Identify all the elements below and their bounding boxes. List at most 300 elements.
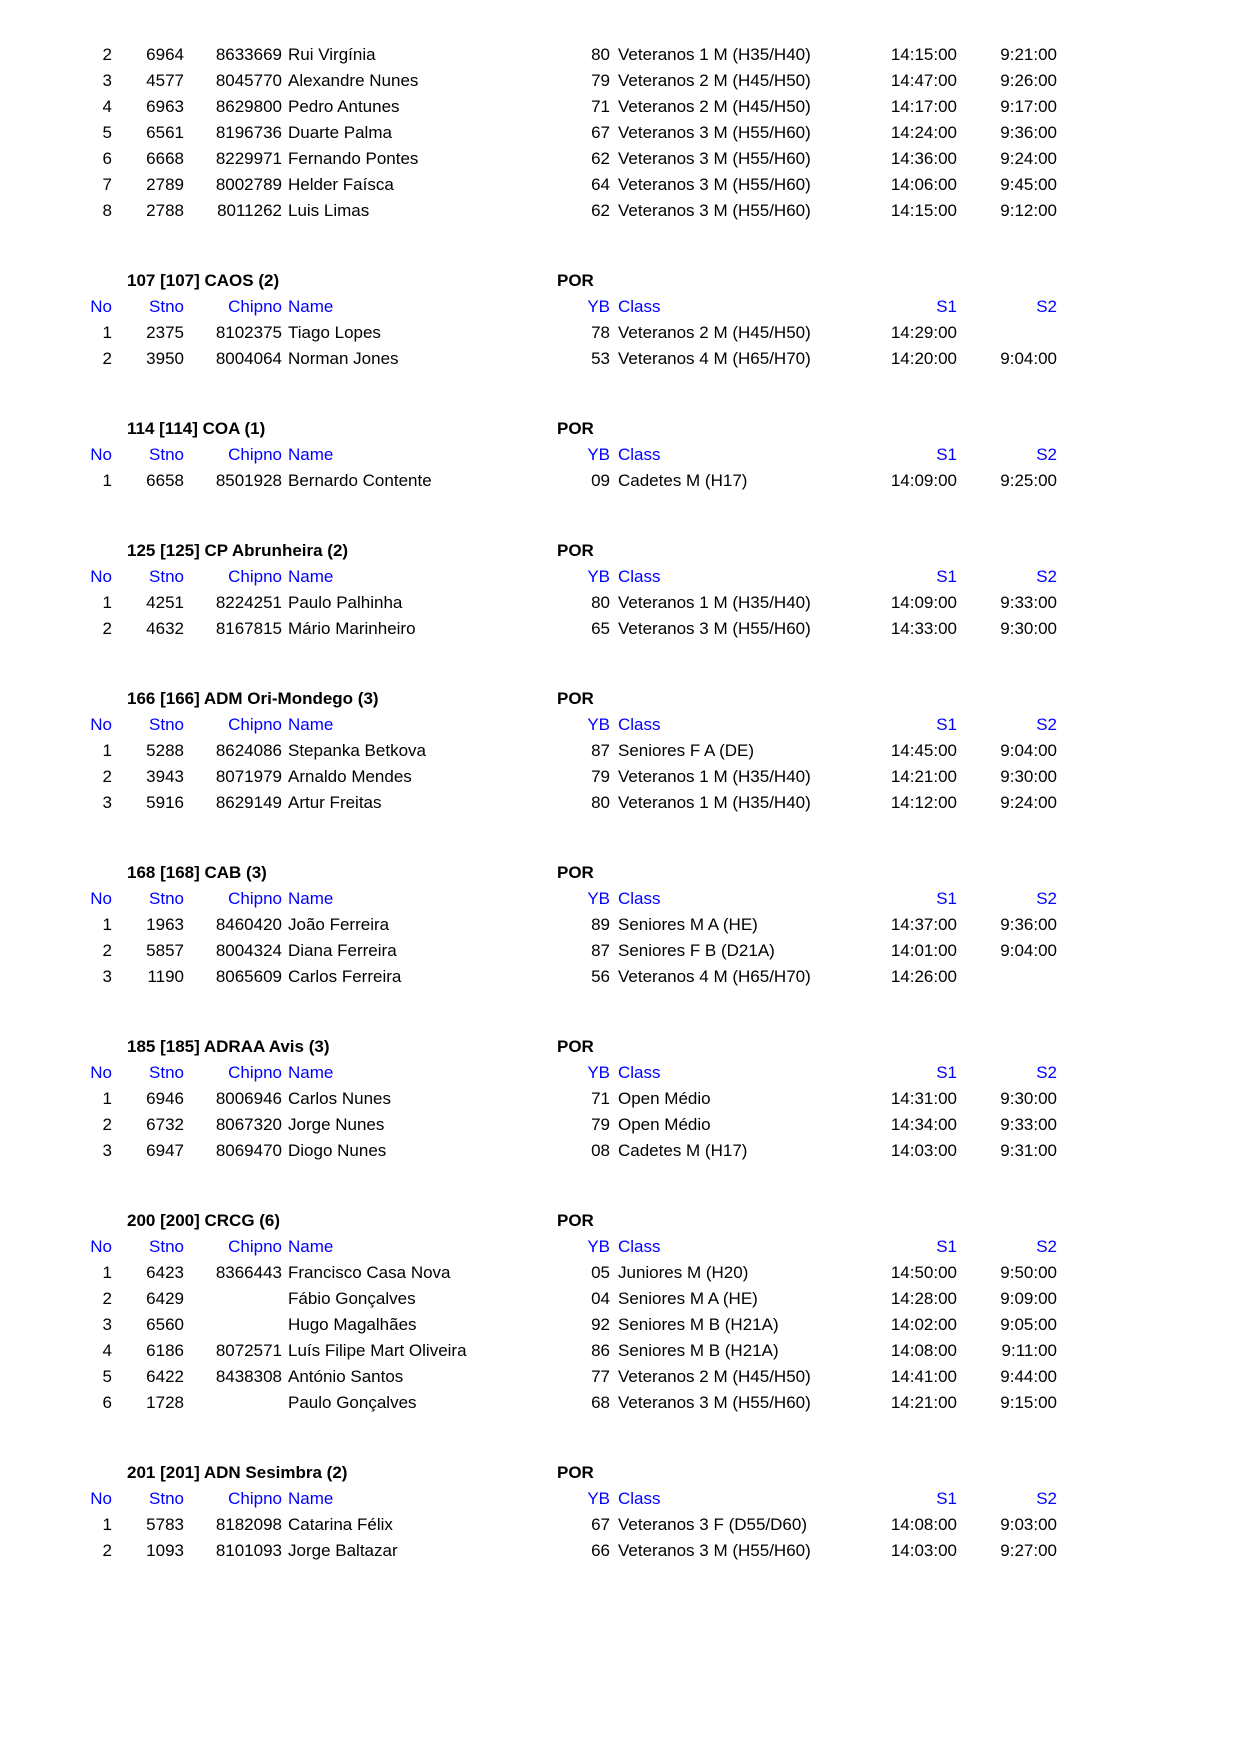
yb-cell: 56	[591, 967, 610, 986]
entrant-row	[82, 1364, 1240, 1390]
class-cell: Veteranos 3 M (H55/H60)	[618, 1393, 811, 1412]
col-header-no: No	[90, 1237, 112, 1256]
chipno-cell: 8167815	[215, 619, 282, 638]
yb-cell: 04	[591, 1289, 610, 1308]
stno-cell: 2789	[146, 175, 184, 194]
name-cell: Jorge Baltazar	[288, 1541, 398, 1560]
col-header-s2: S2	[1036, 1063, 1057, 1082]
entrant-rows	[0, 468, 1240, 494]
col-header-s1: S1	[936, 715, 957, 734]
s1-cell: 14:01:00	[890, 941, 957, 960]
yb-cell: 86	[591, 1341, 610, 1360]
name-cell: Paulo Gonçalves	[288, 1393, 417, 1412]
club-section	[0, 416, 1240, 494]
class-cell: Juniores M (H20)	[618, 1263, 749, 1282]
entrant-row	[82, 468, 1240, 494]
entrant-rows	[0, 590, 1240, 642]
col-header-stno: Stno	[149, 445, 184, 464]
name-cell: Luís Filipe Mart Oliveira	[288, 1341, 467, 1360]
entrant-row	[82, 94, 1240, 120]
s1-cell: 14:47:00	[890, 71, 957, 90]
name-cell: Rui Virgínia	[288, 45, 376, 64]
s1-cell: 14:28:00	[890, 1289, 957, 1308]
s2-cell: 9:36:00	[1000, 915, 1057, 934]
name-cell: Tiago Lopes	[288, 323, 381, 342]
entrant-row	[82, 1138, 1240, 1164]
s1-cell: 14:03:00	[890, 1141, 957, 1160]
club-section	[0, 538, 1240, 642]
s1-cell: 14:50:00	[890, 1263, 957, 1282]
s2-cell: 9:30:00	[1000, 767, 1057, 786]
stno-cell: 6964	[146, 45, 184, 64]
no-cell: 2	[102, 1541, 112, 1560]
entrant-row	[82, 146, 1240, 172]
club-country: POR	[557, 1037, 594, 1056]
s2-cell: 9:15:00	[1000, 1393, 1057, 1412]
name-cell: João Ferreira	[288, 915, 390, 934]
stno-cell: 3950	[146, 349, 184, 368]
col-header-s2: S2	[1036, 1489, 1057, 1508]
chipno-cell	[184, 1390, 282, 1416]
class-cell: Seniores M A (HE)	[618, 1289, 758, 1308]
s1-cell: 14:20:00	[890, 349, 957, 368]
class-cell: Seniores F B (D21A)	[618, 941, 775, 960]
no-cell: 1	[102, 323, 112, 342]
col-header-s2: S2	[1036, 567, 1057, 586]
yb-cell: 89	[591, 915, 610, 934]
col-header-name: Name	[288, 297, 334, 316]
stno-cell: 6732	[146, 1115, 184, 1134]
club-section	[0, 1034, 1240, 1164]
s1-cell: 14:03:00	[890, 1541, 957, 1560]
no-cell: 1	[102, 471, 112, 490]
s1-cell: 14:33:00	[890, 619, 957, 638]
no-cell: 5	[102, 123, 112, 142]
stno-cell: 4577	[146, 71, 184, 90]
no-cell: 3	[102, 967, 112, 986]
col-header-chipno: Chipno	[228, 1063, 282, 1082]
col-header-yb: YB	[587, 1063, 610, 1082]
col-header-s2: S2	[1036, 297, 1057, 316]
col-header-class: Class	[618, 715, 661, 734]
col-header-yb: YB	[587, 297, 610, 316]
class-cell: Veteranos 1 M (H35/H40)	[618, 767, 811, 786]
club-country: POR	[557, 541, 594, 560]
class-cell: Veteranos 2 M (H45/H50)	[618, 1367, 811, 1386]
no-cell: 7	[102, 175, 112, 194]
club-sections-container	[0, 42, 1240, 1564]
s2-cell: 9:45:00	[1000, 175, 1057, 194]
s2-cell: 9:24:00	[1000, 793, 1057, 812]
col-header-s2: S2	[1036, 445, 1057, 464]
col-header-s1: S1	[936, 1063, 957, 1082]
s2-cell: 9:12:00	[1000, 201, 1057, 220]
name-cell: Norman Jones	[288, 349, 399, 368]
club-header	[82, 1208, 1240, 1234]
yb-cell: 66	[591, 1541, 610, 1560]
col-header-no: No	[90, 445, 112, 464]
name-cell: Jorge Nunes	[288, 1115, 385, 1134]
s1-cell: 14:09:00	[890, 471, 957, 490]
club-section	[0, 1208, 1240, 1416]
entrant-row	[82, 346, 1240, 372]
name-cell: Diana Ferreira	[288, 941, 397, 960]
s1-cell: 14:21:00	[890, 767, 957, 786]
entrant-row	[82, 938, 1240, 964]
col-header-yb: YB	[587, 1489, 610, 1508]
yb-cell: 80	[591, 593, 610, 612]
chipno-cell: 8438308	[215, 1367, 282, 1386]
stno-cell: 2788	[146, 201, 184, 220]
club-title: 185 [185] ADRAA Avis (3)	[127, 1037, 330, 1056]
class-cell: Cadetes M (H17)	[618, 471, 748, 490]
col-header-no: No	[90, 297, 112, 316]
col-header-name: Name	[288, 1063, 334, 1082]
s2-cell: 9:33:00	[1000, 593, 1057, 612]
col-header-s1: S1	[936, 1489, 957, 1508]
chipno-cell: 8629800	[215, 97, 282, 116]
chipno-cell: 8065609	[215, 967, 282, 986]
s1-cell: 14:17:00	[890, 97, 957, 116]
chipno-cell: 8006946	[215, 1089, 282, 1108]
no-cell: 3	[102, 71, 112, 90]
col-header-chipno: Chipno	[228, 445, 282, 464]
no-cell: 1	[102, 1089, 112, 1108]
col-header-stno: Stno	[149, 1063, 184, 1082]
s2-cell: 9:31:00	[1000, 1141, 1057, 1160]
col-header-no: No	[90, 889, 112, 908]
club-title: 114 [114] COA (1)	[127, 419, 266, 438]
s1-cell: 14:36:00	[890, 149, 957, 168]
stno-cell: 1728	[146, 1393, 184, 1412]
col-header-class: Class	[618, 1489, 661, 1508]
col-header-s1: S1	[936, 1237, 957, 1256]
name-cell: Paulo Palhinha	[288, 593, 403, 612]
yb-cell: 80	[591, 793, 610, 812]
yb-cell: 79	[591, 767, 610, 786]
chipno-cell: 8004064	[215, 349, 282, 368]
chipno-cell: 8102375	[215, 323, 282, 342]
entrant-row	[82, 68, 1240, 94]
name-cell: Mário Marinheiro	[288, 619, 416, 638]
club-section	[0, 1460, 1240, 1564]
no-cell: 1	[102, 915, 112, 934]
s1-cell: 14:06:00	[890, 175, 957, 194]
col-header-class: Class	[618, 445, 661, 464]
s1-cell: 14:31:00	[890, 1089, 957, 1108]
s2-cell: 9:17:00	[1000, 97, 1057, 116]
no-cell: 2	[102, 1289, 112, 1308]
club-country: POR	[557, 1211, 594, 1230]
club-header	[82, 1460, 1240, 1486]
col-header-name: Name	[288, 1237, 334, 1256]
stno-cell: 1190	[147, 967, 184, 986]
class-cell: Cadetes M (H17)	[618, 1141, 748, 1160]
entrant-row	[82, 616, 1240, 642]
no-cell: 3	[102, 1315, 112, 1334]
s2-cell: 9:24:00	[1000, 149, 1057, 168]
s2-cell	[957, 964, 1057, 990]
stno-cell: 6422	[146, 1367, 184, 1386]
chipno-cell: 8011262	[217, 201, 282, 220]
entrant-rows	[0, 1260, 1240, 1416]
no-cell: 2	[102, 349, 112, 368]
name-cell: Carlos Ferreira	[288, 967, 402, 986]
no-cell: 2	[102, 767, 112, 786]
stno-cell: 1093	[146, 1541, 184, 1560]
s1-cell: 14:29:00	[890, 323, 957, 342]
chipno-cell: 8196736	[215, 123, 282, 142]
no-cell: 2	[102, 45, 112, 64]
yb-cell: 62	[591, 201, 610, 220]
class-cell: Veteranos 1 M (H35/H40)	[618, 793, 811, 812]
entrant-row	[82, 1312, 1240, 1338]
class-cell: Open Médio	[618, 1115, 711, 1134]
column-header-row	[82, 712, 1240, 738]
no-cell: 2	[102, 941, 112, 960]
entrant-row	[82, 764, 1240, 790]
club-section	[0, 268, 1240, 372]
entrant-row	[82, 1538, 1240, 1564]
col-header-stno: Stno	[149, 715, 184, 734]
col-header-name: Name	[288, 567, 334, 586]
club-country: POR	[557, 271, 594, 290]
class-cell: Open Médio	[618, 1089, 711, 1108]
name-cell: Bernardo Contente	[288, 471, 432, 490]
entrant-row	[82, 1390, 1240, 1416]
chipno-cell: 8460420	[215, 915, 282, 934]
col-header-s1: S1	[936, 567, 957, 586]
chipno-cell: 8072571	[215, 1341, 282, 1360]
yb-cell: 79	[591, 1115, 610, 1134]
col-header-s2: S2	[1036, 889, 1057, 908]
yb-cell: 87	[591, 941, 610, 960]
chipno-cell	[184, 1312, 282, 1338]
yb-cell: 67	[591, 123, 610, 142]
chipno-cell: 8229971	[215, 149, 282, 168]
column-header-row	[82, 886, 1240, 912]
yb-cell: 05	[591, 1263, 610, 1282]
stno-cell: 4632	[146, 619, 184, 638]
col-header-chipno: Chipno	[228, 715, 282, 734]
s2-cell: 9:26:00	[1000, 71, 1057, 90]
name-cell: António Santos	[288, 1367, 404, 1386]
entrant-row	[82, 1338, 1240, 1364]
col-header-chipno: Chipno	[228, 889, 282, 908]
col-header-s1: S1	[936, 297, 957, 316]
no-cell: 3	[102, 793, 112, 812]
s2-cell: 9:04:00	[1000, 941, 1057, 960]
stno-cell: 5288	[146, 741, 184, 760]
class-cell: Veteranos 2 M (H45/H50)	[618, 97, 811, 116]
stno-cell: 4251	[146, 593, 184, 612]
name-cell: Stepanka Betkova	[288, 741, 426, 760]
club-header	[82, 686, 1240, 712]
col-header-stno: Stno	[149, 889, 184, 908]
no-cell: 1	[102, 1263, 112, 1282]
s1-cell: 14:15:00	[890, 45, 957, 64]
chipno-cell: 8069470	[215, 1141, 282, 1160]
s2-cell: 9:09:00	[1000, 1289, 1057, 1308]
column-header-row	[82, 442, 1240, 468]
column-header-row	[82, 294, 1240, 320]
name-cell: Helder Faísca	[288, 175, 394, 194]
entrant-rows	[0, 1512, 1240, 1564]
yb-cell: 71	[591, 1089, 610, 1108]
club-country: POR	[557, 689, 594, 708]
yb-cell: 09	[591, 471, 610, 490]
s1-cell: 14:08:00	[890, 1341, 957, 1360]
chipno-cell: 8624086	[215, 741, 282, 760]
stno-cell: 6561	[146, 123, 184, 142]
no-cell: 1	[102, 593, 112, 612]
stno-cell: 6423	[146, 1263, 184, 1282]
s2-cell: 9:04:00	[1000, 741, 1057, 760]
s1-cell: 14:37:00	[890, 915, 957, 934]
yb-cell: 92	[591, 1315, 610, 1334]
club-title: 107 [107] CAOS (2)	[127, 271, 280, 290]
name-cell: Duarte Palma	[288, 123, 392, 142]
chipno-cell: 8366443	[215, 1263, 282, 1282]
no-cell: 6	[102, 1393, 112, 1412]
class-cell: Veteranos 1 M (H35/H40)	[618, 593, 811, 612]
name-cell: Artur Freitas	[288, 793, 382, 812]
no-cell: 2	[102, 1115, 112, 1134]
stno-cell: 6186	[146, 1341, 184, 1360]
no-cell: 6	[102, 149, 112, 168]
name-cell: Diogo Nunes	[288, 1141, 387, 1160]
name-cell: Alexandre Nunes	[288, 71, 419, 90]
col-header-chipno: Chipno	[228, 567, 282, 586]
col-header-yb: YB	[587, 445, 610, 464]
column-header-row	[82, 1060, 1240, 1086]
stno-cell: 6668	[146, 149, 184, 168]
s2-cell	[957, 320, 1057, 346]
class-cell: Veteranos 3 M (H55/H60)	[618, 149, 811, 168]
yb-cell: 68	[591, 1393, 610, 1412]
class-cell: Veteranos 3 M (H55/H60)	[618, 1541, 811, 1560]
club-header	[82, 860, 1240, 886]
chipno-cell: 8004324	[215, 941, 282, 960]
col-header-no: No	[90, 1489, 112, 1508]
stno-cell: 6963	[146, 97, 184, 116]
club-header	[82, 268, 1240, 294]
name-cell: Hugo Magalhães	[288, 1315, 417, 1334]
yb-cell: 79	[591, 71, 610, 90]
club-section	[0, 860, 1240, 990]
stno-cell: 1963	[146, 915, 184, 934]
entrant-row	[82, 42, 1240, 68]
class-cell: Veteranos 3 F (D55/D60)	[618, 1515, 807, 1534]
name-cell: Fernando Pontes	[288, 149, 419, 168]
class-cell: Seniores M A (HE)	[618, 915, 758, 934]
col-header-class: Class	[618, 1063, 661, 1082]
s1-cell: 14:21:00	[890, 1393, 957, 1412]
name-cell: Catarina Félix	[288, 1515, 393, 1534]
class-cell: Veteranos 3 M (H55/H60)	[618, 201, 811, 220]
class-cell: Veteranos 2 M (H45/H50)	[618, 71, 811, 90]
stno-cell: 6947	[146, 1141, 184, 1160]
s1-cell: 14:12:00	[890, 793, 957, 812]
chipno-cell: 8045770	[215, 71, 282, 90]
entrant-row	[82, 120, 1240, 146]
s2-cell: 9:33:00	[1000, 1115, 1057, 1134]
club-title: 200 [200] CRCG (6)	[127, 1211, 281, 1230]
club-title: 125 [125] CP Abrunheira (2)	[127, 541, 349, 560]
s2-cell: 9:04:00	[1000, 349, 1057, 368]
col-header-chipno: Chipno	[228, 1489, 282, 1508]
entrant-row	[82, 1286, 1240, 1312]
name-cell: Arnaldo Mendes	[288, 767, 412, 786]
col-header-s2: S2	[1036, 715, 1057, 734]
stno-cell: 6560	[146, 1315, 184, 1334]
column-header-row	[82, 564, 1240, 590]
col-header-yb: YB	[587, 567, 610, 586]
entrant-rows	[0, 42, 1240, 224]
class-cell: Veteranos 3 M (H55/H60)	[618, 619, 811, 638]
yb-cell: 65	[591, 619, 610, 638]
stno-cell: 5857	[146, 941, 184, 960]
entrant-rows	[0, 912, 1240, 990]
club-country: POR	[557, 1463, 594, 1482]
col-header-stno: Stno	[149, 297, 184, 316]
s2-cell: 9:30:00	[1000, 619, 1057, 638]
class-cell: Seniores F A (DE)	[618, 741, 755, 760]
club-header	[82, 538, 1240, 564]
stno-cell: 3943	[146, 767, 184, 786]
s2-cell: 9:27:00	[1000, 1541, 1057, 1560]
s2-cell: 9:30:00	[1000, 1089, 1057, 1108]
col-header-yb: YB	[587, 889, 610, 908]
class-cell: Veteranos 4 M (H65/H70)	[618, 967, 811, 986]
col-header-s1: S1	[936, 889, 957, 908]
entrant-row	[82, 590, 1240, 616]
chipno-cell: 8002789	[215, 175, 282, 194]
stno-cell: 2375	[146, 323, 184, 342]
yb-cell: 67	[591, 1515, 610, 1534]
stno-cell: 6658	[146, 471, 184, 490]
chipno-cell: 8067320	[215, 1115, 282, 1134]
class-cell: Veteranos 4 M (H65/H70)	[618, 349, 811, 368]
club-header	[82, 1034, 1240, 1060]
col-header-name: Name	[288, 445, 334, 464]
no-cell: 1	[102, 1515, 112, 1534]
yb-cell: 08	[591, 1141, 610, 1160]
col-header-class: Class	[618, 297, 661, 316]
club-title: 201 [201] ADN Sesimbra (2)	[127, 1463, 348, 1482]
entrant-row	[82, 198, 1240, 224]
chipno-cell: 8633669	[215, 45, 282, 64]
stno-cell: 6429	[146, 1289, 184, 1308]
name-cell: Francisco Casa Nova	[288, 1263, 451, 1282]
name-cell: Fábio Gonçalves	[288, 1289, 416, 1308]
yb-cell: 80	[591, 45, 610, 64]
s1-cell: 14:08:00	[890, 1515, 957, 1534]
s1-cell: 14:26:00	[890, 967, 957, 986]
chipno-cell: 8101093	[215, 1541, 282, 1560]
chipno-cell: 8224251	[215, 593, 282, 612]
class-cell: Veteranos 2 M (H45/H50)	[618, 323, 811, 342]
s2-cell: 9:44:00	[1000, 1367, 1057, 1386]
s1-cell: 14:15:00	[890, 201, 957, 220]
s2-cell: 9:21:00	[1000, 45, 1057, 64]
no-cell: 8	[102, 201, 112, 220]
yb-cell: 71	[591, 97, 610, 116]
club-country: POR	[557, 419, 594, 438]
col-header-class: Class	[618, 567, 661, 586]
col-header-name: Name	[288, 715, 334, 734]
yb-cell: 64	[591, 175, 610, 194]
